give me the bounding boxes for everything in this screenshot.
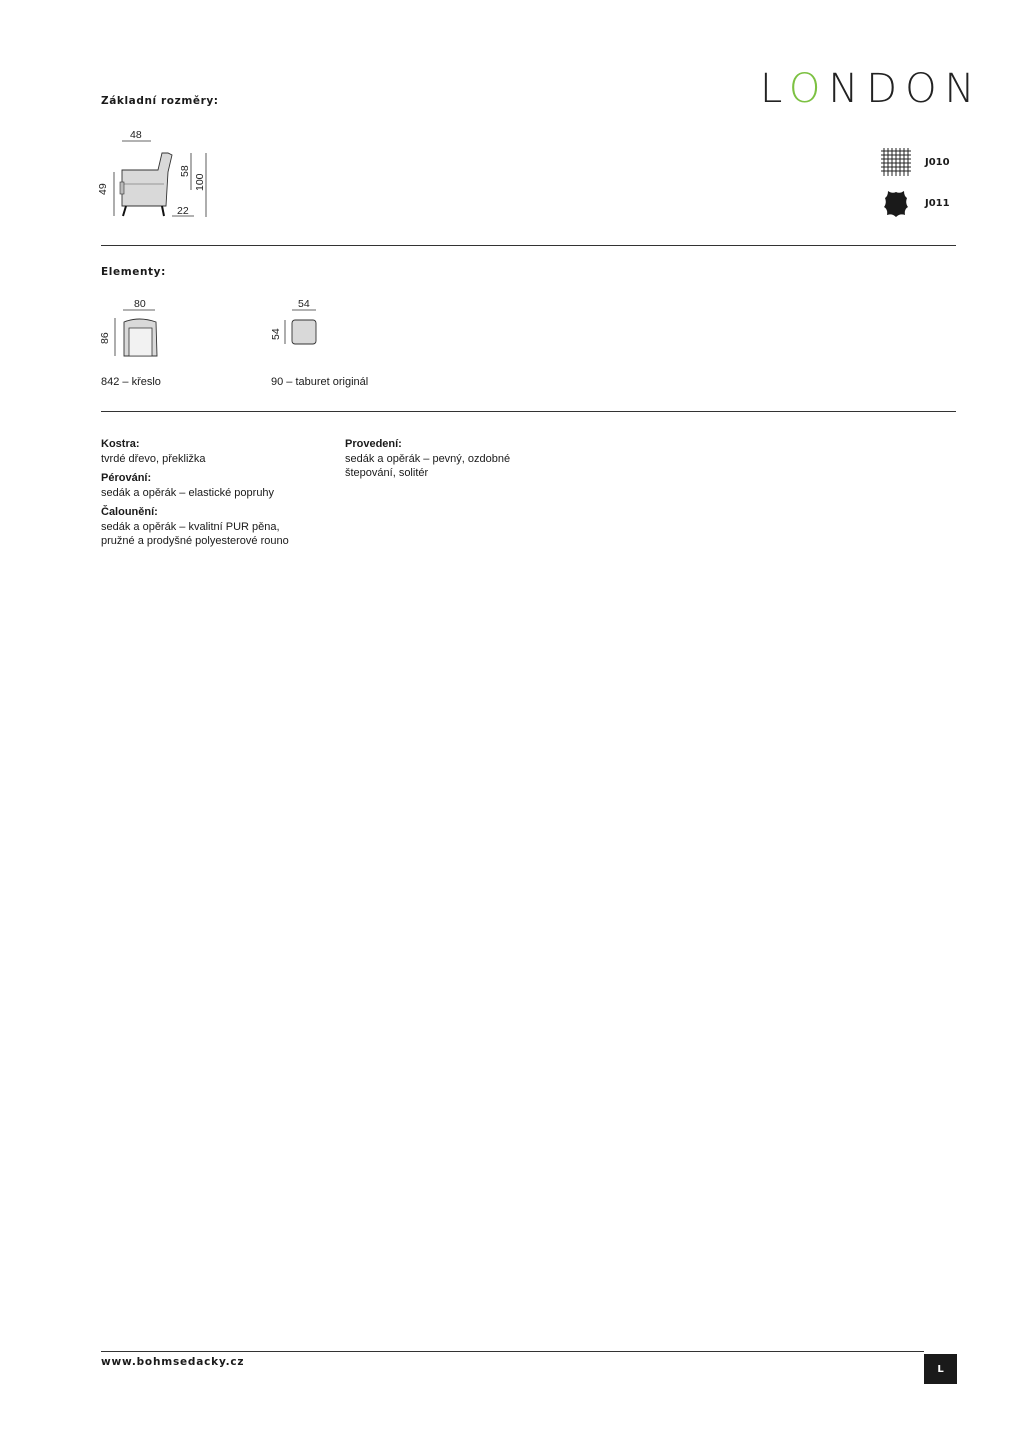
spec-finish: Provedení: sedák a opěrák – pevný, ozdobné štepování, solitér — [345, 438, 511, 479]
brand-logo: LONDON — [760, 66, 983, 112]
dim-offset-label: 22 — [177, 205, 189, 217]
material-code-leather: J011 — [925, 198, 950, 209]
fabric-grid-icon — [881, 148, 911, 176]
spec-upholstery: Čalounění: sedák a opěrák – kvalitní PUR pěna, pružné a prodyšné polyesterové rouno — [101, 506, 289, 547]
section-title-basic-dimensions: Základní rozměry: — [101, 95, 219, 107]
page-letter-badge: L — [924, 1354, 957, 1384]
element-2-depth-label: 54 — [270, 328, 282, 340]
element-1-depth-label: 86 — [99, 332, 111, 344]
spec-column-right — [345, 437, 565, 481]
divider-2 — [101, 411, 956, 412]
leather-hide-icon — [882, 189, 910, 219]
element-2-width-label: 54 — [298, 298, 310, 310]
element-1-width-label: 80 — [134, 298, 146, 310]
dim-depth-label: 48 — [130, 129, 142, 141]
spec-springing: Pérování: sedák a opěrák – elastické popruhy — [101, 472, 275, 499]
element-1-label: 842 – křeslo — [101, 376, 161, 388]
section-title-elements: Elementy: — [101, 266, 166, 278]
element-2-label: 90 – taburet originál — [271, 376, 369, 388]
divider-1 — [101, 245, 956, 246]
dim-back-height-label: 58 — [179, 165, 191, 177]
spec-column-left — [101, 437, 331, 549]
dim-total-height-label: 100 — [194, 173, 206, 191]
spec-frame: Kostra: tvrdé dřevo, překližka — [101, 438, 206, 465]
footer-website-link[interactable]: www.bohmsedacky.cz — [101, 1356, 245, 1368]
armchair-top-view-drawing — [96, 298, 166, 360]
material-code-fabric: J010 — [925, 157, 950, 168]
footer-divider — [101, 1351, 924, 1352]
dim-seat-height-label: 49 — [97, 183, 109, 195]
